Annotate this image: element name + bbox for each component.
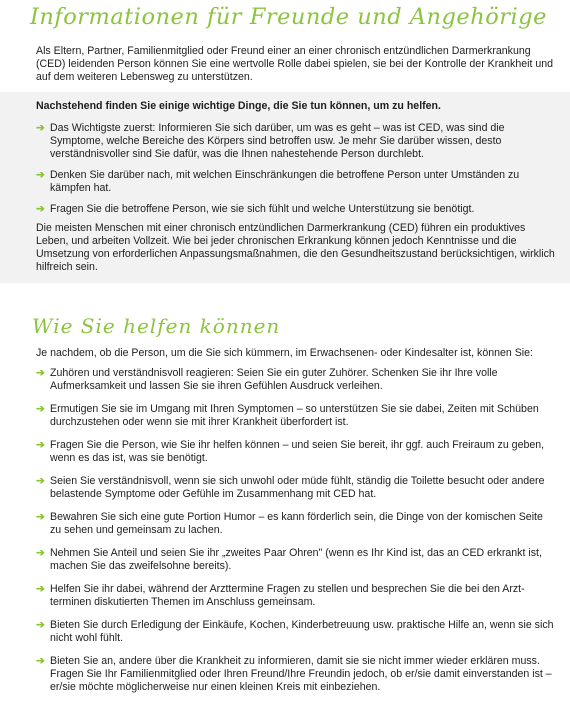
list-item [36, 619, 556, 645]
page-title: Informationen für Freunde und Angehörige [30, 4, 547, 30]
list-item-text: Seien Sie verständnisvoll, wenn sie sich unwohl oder müde fühlt, ständig die Toilette besucht oder andere belastende Symptome oder Gefühle im Zusammenhang mit CED hat. [50, 475, 545, 500]
list-item [36, 203, 556, 216]
list-item [36, 547, 556, 573]
list-item-text: Bieten Sie durch Erledigung der Einkäufe, Kochen, Kinderbetreuung usw. praktische Hilfe an, wenn sie sich nicht wohl fühlt. [50, 619, 554, 644]
arrow-right-icon: ➔ [36, 475, 45, 487]
tips-box [0, 92, 570, 283]
list-item-text: Denken Sie darüber nach, mit welchen Einschränkungen die betroffene Person unter Umständen zu kämpfen hat. [50, 169, 520, 194]
list-item-text: Fragen Sie die betroffene Person, wie sie sich fühlt und welche Unterstützung sie benötigt. [50, 203, 475, 215]
arrow-right-icon: ➔ [36, 655, 45, 667]
section-intro: Je nachdem, ob die Person, um die Sie sich kümmern, im Erwachsenen- oder Kindesalter ist, können Sie: [36, 347, 533, 359]
arrow-right-icon: ➔ [36, 169, 45, 181]
list-item-text: Bieten Sie an, andere über die Krankheit zu informieren, damit sie sie nicht immer wieder erklären muss. Fragen Sie Ihr Familienmitglied oder Ihren Freund/Ihre Freundin jedoch, ob er/sie damit einverstanden ist – er/sie möchte möglicherweise nur einen kleinen Kreis mit einbeziehen. [50, 655, 552, 693]
arrow-right-icon: ➔ [36, 619, 45, 631]
arrow-right-icon: ➔ [36, 547, 45, 559]
tips-summary-paragraph: Die meisten Menschen mit einer chronisch entzündlichen Darmerkrankung (CED) führen ein produktives Leben, und arbeiten Vollzeit. Wie bei jeder chronischen Erkrankung können jedoch Kenntnisse und die Umsetzung von erforderlichen Anpassungsmaßnahmen, die den Gesundheitszustand berücksichtigen, wirklich hilfreich sein. [36, 222, 555, 273]
arrow-right-icon: ➔ [36, 439, 45, 451]
list-item-text: Nehmen Sie Anteil und seien Sie ihr „zweites Paar Ohren" (wenn es Ihr Kind ist, das an CED erkrankt ist, machen Sie das zweifelsohne bereits). [50, 547, 542, 572]
help-list [36, 367, 556, 704]
list-item [36, 475, 556, 501]
tips-list [36, 122, 556, 224]
arrow-right-icon: ➔ [36, 367, 45, 379]
list-item [36, 583, 556, 609]
list-item-text: Helfen Sie ihr dabei, während der Arzttermine Fragen zu stellen und besprechen Sie die bei den Arzt-terminen diskutierten Themen im Anschluss gemeinsam. [50, 583, 525, 608]
list-item [36, 169, 556, 195]
list-item [36, 439, 556, 465]
arrow-right-icon: ➔ [36, 122, 45, 134]
list-item [36, 403, 556, 429]
list-item-text: Das Wichtigste zuerst: Informieren Sie sich darüber, um was es geht – was ist CED, was sind die Symptome, welche Bereiche des Körpers sind betroffen usw. Je mehr Sie darüber wissen, desto verständnisvoller sind Sie dafür, was die Ihnen nahestehende Person durchlebt. [50, 122, 505, 160]
list-item [36, 511, 556, 537]
list-item-text: Bewahren Sie sich eine gute Portion Humor – es kann förderlich sein, die Dinge von der komischen Seite zu sehen und gemeinsam zu lachen. [50, 511, 543, 536]
tips-heading: Nachstehend finden Sie einige wichtige Dinge, die Sie tun können, um zu helfen. [36, 100, 441, 112]
arrow-right-icon: ➔ [36, 511, 45, 523]
arrow-right-icon: ➔ [36, 203, 45, 215]
intro-paragraph: Als Eltern, Partner, Familienmitglied oder Freund einer an einer chronisch entzündlichen Darmerkrankung (CED) leidenden Person können Sie eine wertvolle Rolle dabei spielen, sie bei der Kontrolle der Krankheit und auf dem weiteren Lebensweg zu unterstützen. [36, 45, 554, 83]
arrow-right-icon: ➔ [36, 583, 45, 595]
arrow-right-icon: ➔ [36, 403, 45, 415]
list-item [36, 122, 556, 161]
list-item [36, 367, 556, 393]
section-title: Wie Sie helfen können [32, 314, 281, 338]
list-item-text: Ermutigen Sie sie im Umgang mit Ihren Symptomen – so unterstützen Sie sie dabei, Zeiten mit Schüben durchzustehen oder wenn sie mit ihrer Krankheit überfordert ist. [50, 403, 539, 428]
list-item-text: Fragen Sie die Person, wie Sie ihr helfen können – und seien Sie bereit, ihr ggf. auch Freiraum zu geben, wenn es das ist, was sie benötigt. [50, 439, 545, 464]
list-item-text: Zuhören und verständnisvoll reagieren: Seien Sie ein guter Zuhörer. Schenken Sie ihr Ihre volle Aufmerksamkeit und lassen Sie sie ihren Gefühlen Ausdruck verleihen. [50, 367, 498, 392]
